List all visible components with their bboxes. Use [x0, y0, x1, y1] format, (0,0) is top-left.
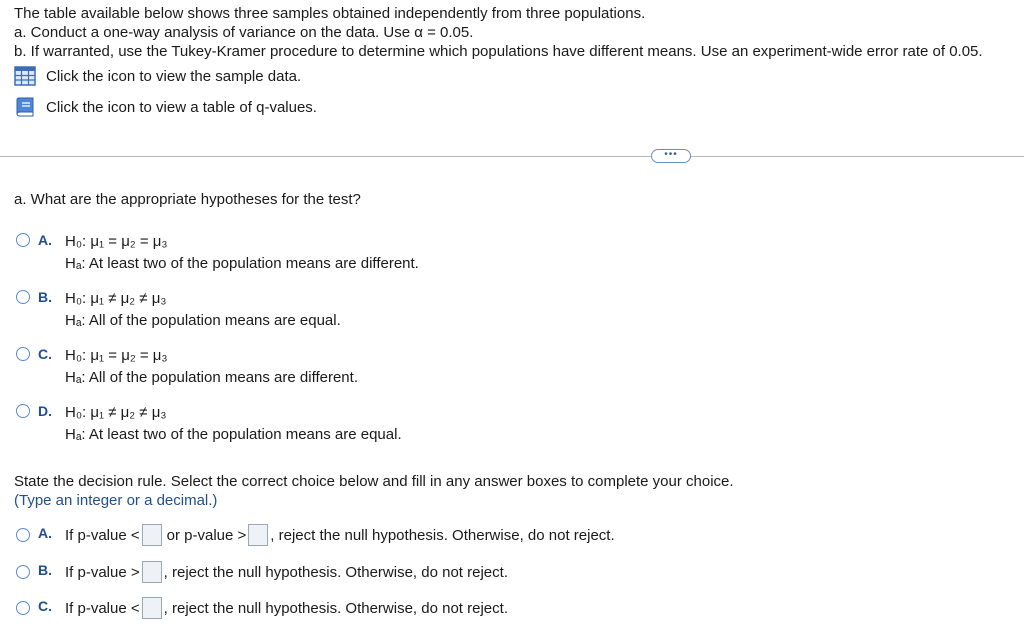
- decision-option-b-row: [65, 561, 508, 583]
- decision-option-c-radio[interactable]: [16, 601, 30, 619]
- book-icon[interactable]: [14, 96, 36, 118]
- decision-option-c-post: , reject the null hypothesis. Otherwise, do not reject.: [163, 599, 508, 617]
- p-value-input[interactable]: [142, 561, 162, 583]
- decision-option-a-row: [65, 524, 615, 546]
- intro-line-1: The table available below shows three samples obtained independently from three populations.: [14, 5, 646, 22]
- decision-option-a-post: , reject the null hypothesis. Otherwise, do not reject.: [270, 526, 615, 544]
- more-options-button[interactable]: •••: [651, 149, 691, 163]
- radio-circle[interactable]: [16, 404, 30, 418]
- radio-circle[interactable]: [16, 347, 30, 361]
- hypothesis-option-c-letter: C.: [38, 346, 52, 362]
- sample-data-link[interactable]: [14, 65, 301, 87]
- hypothesis-option-c-radio[interactable]: [16, 347, 30, 365]
- hypothesis-option-a-ha: Hₐ: At least two of the population means are different.: [65, 255, 419, 272]
- hypothesis-option-c-ha: Hₐ: All of the population means are different.: [65, 369, 358, 386]
- hypothesis-option-d-ha: Hₐ: At least two of the population means are equal.: [65, 426, 402, 443]
- hypothesis-option-c-h0: H₀: μ₁ = μ₂ = μ₃: [65, 347, 168, 364]
- p-value-input[interactable]: [142, 597, 162, 619]
- radio-circle[interactable]: [16, 528, 30, 542]
- decision-option-a-radio[interactable]: [16, 528, 30, 546]
- hypothesis-option-d-h0: H₀: μ₁ ≠ μ₂ ≠ μ₃: [65, 404, 167, 421]
- decision-option-a-mid: or p-value >: [166, 526, 247, 544]
- decision-option-c-row: [65, 597, 508, 619]
- radio-circle[interactable]: [16, 565, 30, 579]
- hypothesis-option-a-letter: A.: [38, 232, 52, 248]
- hypothesis-option-b-h0: H₀: μ₁ ≠ μ₂ ≠ μ₃: [65, 290, 167, 307]
- sample-data-link-text[interactable]: Click the icon to view the sample data.: [46, 67, 302, 85]
- radio-circle[interactable]: [16, 233, 30, 247]
- hypothesis-option-b-radio[interactable]: [16, 290, 30, 308]
- radio-circle[interactable]: [16, 601, 30, 615]
- section-divider: [0, 156, 1024, 157]
- hypothesis-option-a-h0: H₀: μ₁ = μ₂ = μ₃: [65, 233, 168, 250]
- q-values-link[interactable]: [14, 96, 317, 118]
- answer-format-hint: (Type an integer or a decimal.): [14, 492, 218, 509]
- decision-option-b-letter: B.: [38, 562, 52, 578]
- part-a-question: a. What are the appropriate hypotheses for the test?: [14, 191, 361, 208]
- radio-circle[interactable]: [16, 290, 30, 304]
- hypothesis-option-b-letter: B.: [38, 289, 52, 305]
- q-values-link-text[interactable]: Click the icon to view a table of q-values.: [46, 98, 317, 116]
- decision-option-b-radio[interactable]: [16, 565, 30, 583]
- decision-option-b-pre: If p-value >: [65, 563, 140, 581]
- table-grid-icon[interactable]: [14, 65, 36, 87]
- decision-rule-prompt: State the decision rule. Select the correct choice below and fill in any answer boxes to complete your choice.: [14, 473, 734, 490]
- decision-option-a-letter: A.: [38, 525, 52, 541]
- decision-option-c-pre: If p-value <: [65, 599, 140, 617]
- upper-p-value-input[interactable]: [248, 524, 268, 546]
- hypothesis-option-a-radio[interactable]: [16, 233, 30, 251]
- decision-option-a-pre: If p-value <: [65, 526, 140, 544]
- hypothesis-option-d-letter: D.: [38, 403, 52, 419]
- decision-option-b-post: , reject the null hypothesis. Otherwise, do not reject.: [163, 563, 508, 581]
- intro-line-3: b. If warranted, use the Tukey-Kramer procedure to determine which populations have different means. Use an experiment-wide error rate of 0.05.: [14, 43, 983, 60]
- intro-line-2: a. Conduct a one-way analysis of variance on the data. Use α = 0.05.: [14, 24, 474, 41]
- lower-p-value-input[interactable]: [142, 524, 162, 546]
- hypothesis-option-d-radio[interactable]: [16, 404, 30, 422]
- decision-option-c-letter: C.: [38, 598, 52, 614]
- hypothesis-option-b-ha: Hₐ: All of the population means are equal.: [65, 312, 341, 329]
